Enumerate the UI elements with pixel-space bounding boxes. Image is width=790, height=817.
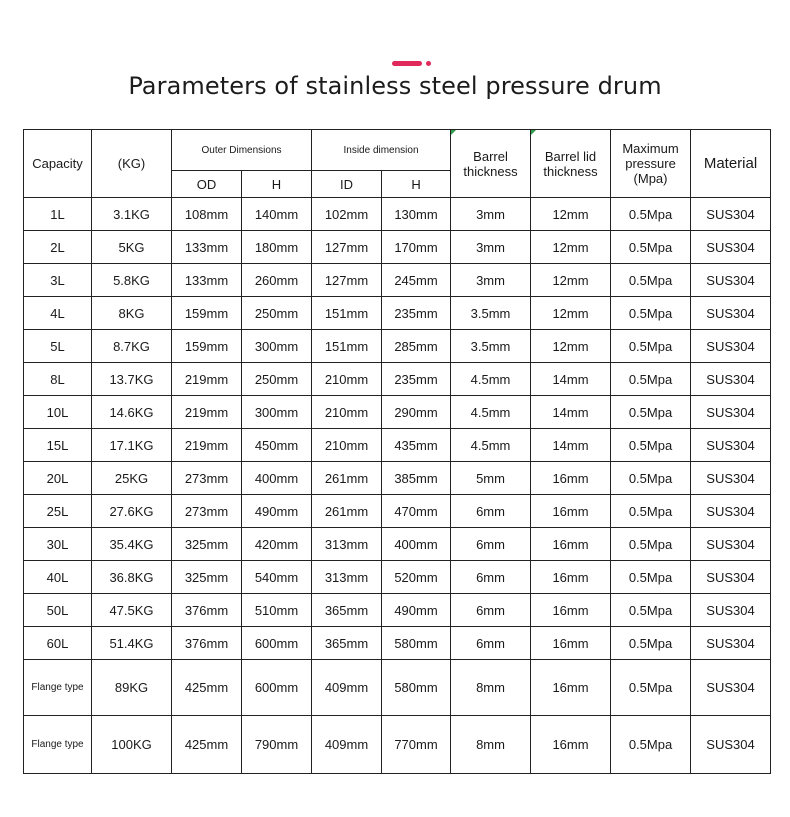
header-lid-thickness: Barrel lid thickness <box>531 130 611 198</box>
cell-lid-thickness: 12mm <box>531 297 611 330</box>
table-row <box>24 716 771 774</box>
cell-outer-od: 219mm <box>172 429 242 462</box>
cell-lid-thickness: 16mm <box>531 627 611 660</box>
cell-capacity: 2L <box>24 231 92 264</box>
cell-capacity: 10L <box>24 396 92 429</box>
cell-max-pressure: 0.5Mpa <box>611 264 691 297</box>
header-outer-dimensions: Outer Dimensions <box>172 130 312 171</box>
cell-outer-h: 490mm <box>242 495 312 528</box>
cell-inside-h: 580mm <box>382 660 451 716</box>
cell-inside-id: 210mm <box>312 363 382 396</box>
cell-max-pressure: 0.5Mpa <box>611 528 691 561</box>
cell-inside-id: 409mm <box>312 660 382 716</box>
title-accent-decoration <box>392 61 432 67</box>
header-inside-id: ID <box>312 171 382 198</box>
cell-weight: 3.1KG <box>92 198 172 231</box>
cell-material: SUS304 <box>691 231 771 264</box>
cell-inside-h: 770mm <box>382 716 451 774</box>
cell-capacity: 50L <box>24 594 92 627</box>
cell-outer-od: 273mm <box>172 495 242 528</box>
cell-outer-od: 325mm <box>172 528 242 561</box>
table-row <box>24 660 771 716</box>
table-row <box>24 462 771 495</box>
cell-inside-id: 261mm <box>312 495 382 528</box>
table-row <box>24 297 771 330</box>
table-row <box>24 198 771 231</box>
cell-weight: 13.7KG <box>92 363 172 396</box>
cell-capacity: Flange type <box>24 716 92 774</box>
table-body <box>24 198 771 774</box>
cell-inside-h: 245mm <box>382 264 451 297</box>
cell-barrel-thickness: 8mm <box>451 660 531 716</box>
cell-max-pressure: 0.5Mpa <box>611 231 691 264</box>
cell-outer-h: 140mm <box>242 198 312 231</box>
cell-outer-h: 400mm <box>242 462 312 495</box>
cell-inside-h: 235mm <box>382 297 451 330</box>
cell-material: SUS304 <box>691 561 771 594</box>
cell-weight: 47.5KG <box>92 594 172 627</box>
cell-lid-thickness: 12mm <box>531 198 611 231</box>
cell-inside-h: 400mm <box>382 528 451 561</box>
cell-barrel-thickness: 3mm <box>451 198 531 231</box>
accent-bar <box>392 61 422 66</box>
cell-weight: 27.6KG <box>92 495 172 528</box>
cell-material: SUS304 <box>691 495 771 528</box>
cell-lid-thickness: 16mm <box>531 660 611 716</box>
cell-barrel-thickness: 8mm <box>451 716 531 774</box>
cell-material: SUS304 <box>691 396 771 429</box>
cell-max-pressure: 0.5Mpa <box>611 297 691 330</box>
cell-barrel-thickness: 6mm <box>451 561 531 594</box>
header-row-top <box>24 130 771 171</box>
cell-outer-h: 420mm <box>242 528 312 561</box>
cell-inside-h: 285mm <box>382 330 451 363</box>
table-row <box>24 429 771 462</box>
cell-max-pressure: 0.5Mpa <box>611 429 691 462</box>
cell-outer-od: 376mm <box>172 594 242 627</box>
cell-material: SUS304 <box>691 660 771 716</box>
cell-weight: 5KG <box>92 231 172 264</box>
cell-material: SUS304 <box>691 429 771 462</box>
cell-inside-id: 102mm <box>312 198 382 231</box>
cell-outer-h: 300mm <box>242 396 312 429</box>
cell-inside-id: 365mm <box>312 594 382 627</box>
cell-lid-thickness: 12mm <box>531 330 611 363</box>
cell-inside-h: 470mm <box>382 495 451 528</box>
table-row <box>24 528 771 561</box>
header-inside-dimension: Inside dimension <box>312 130 451 171</box>
cell-inside-h: 130mm <box>382 198 451 231</box>
cell-capacity: 40L <box>24 561 92 594</box>
cell-max-pressure: 0.5Mpa <box>611 396 691 429</box>
cell-capacity: 60L <box>24 627 92 660</box>
cell-inside-id: 261mm <box>312 462 382 495</box>
header-outer-od: OD <box>172 171 242 198</box>
cell-outer-h: 510mm <box>242 594 312 627</box>
cell-barrel-thickness: 3mm <box>451 264 531 297</box>
cell-max-pressure: 0.5Mpa <box>611 198 691 231</box>
cell-barrel-thickness: 3.5mm <box>451 330 531 363</box>
table-row <box>24 396 771 429</box>
cell-outer-od: 425mm <box>172 660 242 716</box>
cell-inside-id: 210mm <box>312 429 382 462</box>
cell-inside-h: 580mm <box>382 627 451 660</box>
table-row <box>24 627 771 660</box>
cell-outer-od: 133mm <box>172 264 242 297</box>
cell-max-pressure: 0.5Mpa <box>611 330 691 363</box>
cell-outer-od: 219mm <box>172 396 242 429</box>
cell-outer-od: 219mm <box>172 363 242 396</box>
cell-inside-id: 313mm <box>312 528 382 561</box>
cell-inside-id: 127mm <box>312 231 382 264</box>
cell-inside-h: 520mm <box>382 561 451 594</box>
cell-outer-od: 325mm <box>172 561 242 594</box>
cell-max-pressure: 0.5Mpa <box>611 363 691 396</box>
cell-outer-h: 450mm <box>242 429 312 462</box>
cell-weight: 14.6KG <box>92 396 172 429</box>
cell-weight: 17.1KG <box>92 429 172 462</box>
cell-lid-thickness: 14mm <box>531 396 611 429</box>
cell-barrel-thickness: 6mm <box>451 528 531 561</box>
cell-capacity: 30L <box>24 528 92 561</box>
table-row <box>24 231 771 264</box>
cell-outer-h: 250mm <box>242 363 312 396</box>
cell-max-pressure: 0.5Mpa <box>611 462 691 495</box>
cell-max-pressure: 0.5Mpa <box>611 561 691 594</box>
cell-max-pressure: 0.5Mpa <box>611 594 691 627</box>
cell-inside-h: 235mm <box>382 363 451 396</box>
cell-outer-od: 425mm <box>172 716 242 774</box>
cell-inside-id: 409mm <box>312 716 382 774</box>
cell-inside-h: 290mm <box>382 396 451 429</box>
cell-lid-thickness: 16mm <box>531 528 611 561</box>
cell-material: SUS304 <box>691 462 771 495</box>
cell-material: SUS304 <box>691 716 771 774</box>
cell-inside-id: 365mm <box>312 627 382 660</box>
cell-outer-od: 133mm <box>172 231 242 264</box>
table-row <box>24 330 771 363</box>
cell-outer-h: 250mm <box>242 297 312 330</box>
cell-outer-od: 108mm <box>172 198 242 231</box>
cell-max-pressure: 0.5Mpa <box>611 716 691 774</box>
cell-capacity: 8L <box>24 363 92 396</box>
cell-capacity: 1L <box>24 198 92 231</box>
cell-outer-h: 300mm <box>242 330 312 363</box>
cell-inside-id: 151mm <box>312 330 382 363</box>
cell-material: SUS304 <box>691 264 771 297</box>
cell-max-pressure: 0.5Mpa <box>611 660 691 716</box>
table-row <box>24 264 771 297</box>
cell-material: SUS304 <box>691 330 771 363</box>
cell-material: SUS304 <box>691 198 771 231</box>
cell-barrel-thickness: 5mm <box>451 462 531 495</box>
cell-inside-h: 435mm <box>382 429 451 462</box>
header-max-pressure: Maximum pressure (Mpa) <box>611 130 691 198</box>
cell-barrel-thickness: 4.5mm <box>451 363 531 396</box>
cell-capacity: 3L <box>24 264 92 297</box>
cell-capacity: Flange type <box>24 660 92 716</box>
cell-weight: 36.8KG <box>92 561 172 594</box>
cell-capacity: 5L <box>24 330 92 363</box>
header-barrel-thickness: Barrel thickness <box>451 130 531 198</box>
cell-outer-h: 180mm <box>242 231 312 264</box>
cell-inside-id: 313mm <box>312 561 382 594</box>
cell-inside-id: 210mm <box>312 396 382 429</box>
cell-lid-thickness: 12mm <box>531 231 611 264</box>
table-row <box>24 495 771 528</box>
cell-outer-od: 376mm <box>172 627 242 660</box>
cell-capacity: 25L <box>24 495 92 528</box>
cell-outer-h: 260mm <box>242 264 312 297</box>
cell-barrel-thickness: 3.5mm <box>451 297 531 330</box>
cell-lid-thickness: 16mm <box>531 594 611 627</box>
cell-max-pressure: 0.5Mpa <box>611 627 691 660</box>
cell-barrel-thickness: 4.5mm <box>451 429 531 462</box>
header-capacity: Capacity <box>24 130 92 198</box>
page-title: Parameters of stainless steel pressure drum <box>128 72 662 100</box>
cell-inside-h: 170mm <box>382 231 451 264</box>
cell-max-pressure: 0.5Mpa <box>611 495 691 528</box>
cell-outer-h: 600mm <box>242 627 312 660</box>
cell-inside-h: 490mm <box>382 594 451 627</box>
parameters-table <box>23 129 771 774</box>
table-row <box>24 363 771 396</box>
cell-outer-h: 540mm <box>242 561 312 594</box>
cell-weight: 89KG <box>92 660 172 716</box>
cell-barrel-thickness: 6mm <box>451 495 531 528</box>
cell-lid-thickness: 16mm <box>531 561 611 594</box>
cell-inside-id: 151mm <box>312 297 382 330</box>
cell-material: SUS304 <box>691 363 771 396</box>
cell-barrel-thickness: 4.5mm <box>451 396 531 429</box>
cell-barrel-thickness: 3mm <box>451 231 531 264</box>
cell-capacity: 15L <box>24 429 92 462</box>
cell-material: SUS304 <box>691 594 771 627</box>
cell-weight: 5.8KG <box>92 264 172 297</box>
cell-lid-thickness: 16mm <box>531 462 611 495</box>
cell-weight: 35.4KG <box>92 528 172 561</box>
cell-outer-od: 159mm <box>172 297 242 330</box>
cell-barrel-thickness: 6mm <box>451 594 531 627</box>
cell-weight: 8.7KG <box>92 330 172 363</box>
cell-outer-h: 600mm <box>242 660 312 716</box>
header-outer-h: H <box>242 171 312 198</box>
cell-weight: 100KG <box>92 716 172 774</box>
table-row <box>24 561 771 594</box>
cell-weight: 25KG <box>92 462 172 495</box>
accent-dot <box>426 61 431 66</box>
header-material: Material <box>691 130 771 198</box>
cell-outer-od: 159mm <box>172 330 242 363</box>
cell-weight: 51.4KG <box>92 627 172 660</box>
cell-capacity: 20L <box>24 462 92 495</box>
table-row <box>24 594 771 627</box>
cell-outer-od: 273mm <box>172 462 242 495</box>
cell-material: SUS304 <box>691 528 771 561</box>
header-inside-h: H <box>382 171 451 198</box>
cell-outer-h: 790mm <box>242 716 312 774</box>
cell-material: SUS304 <box>691 297 771 330</box>
cell-lid-thickness: 16mm <box>531 716 611 774</box>
cell-inside-id: 127mm <box>312 264 382 297</box>
cell-capacity: 4L <box>24 297 92 330</box>
header-weight: (KG) <box>92 130 172 198</box>
cell-material: SUS304 <box>691 627 771 660</box>
cell-lid-thickness: 12mm <box>531 264 611 297</box>
cell-weight: 8KG <box>92 297 172 330</box>
cell-inside-h: 385mm <box>382 462 451 495</box>
cell-lid-thickness: 14mm <box>531 429 611 462</box>
cell-lid-thickness: 16mm <box>531 495 611 528</box>
cell-lid-thickness: 14mm <box>531 363 611 396</box>
cell-barrel-thickness: 6mm <box>451 627 531 660</box>
